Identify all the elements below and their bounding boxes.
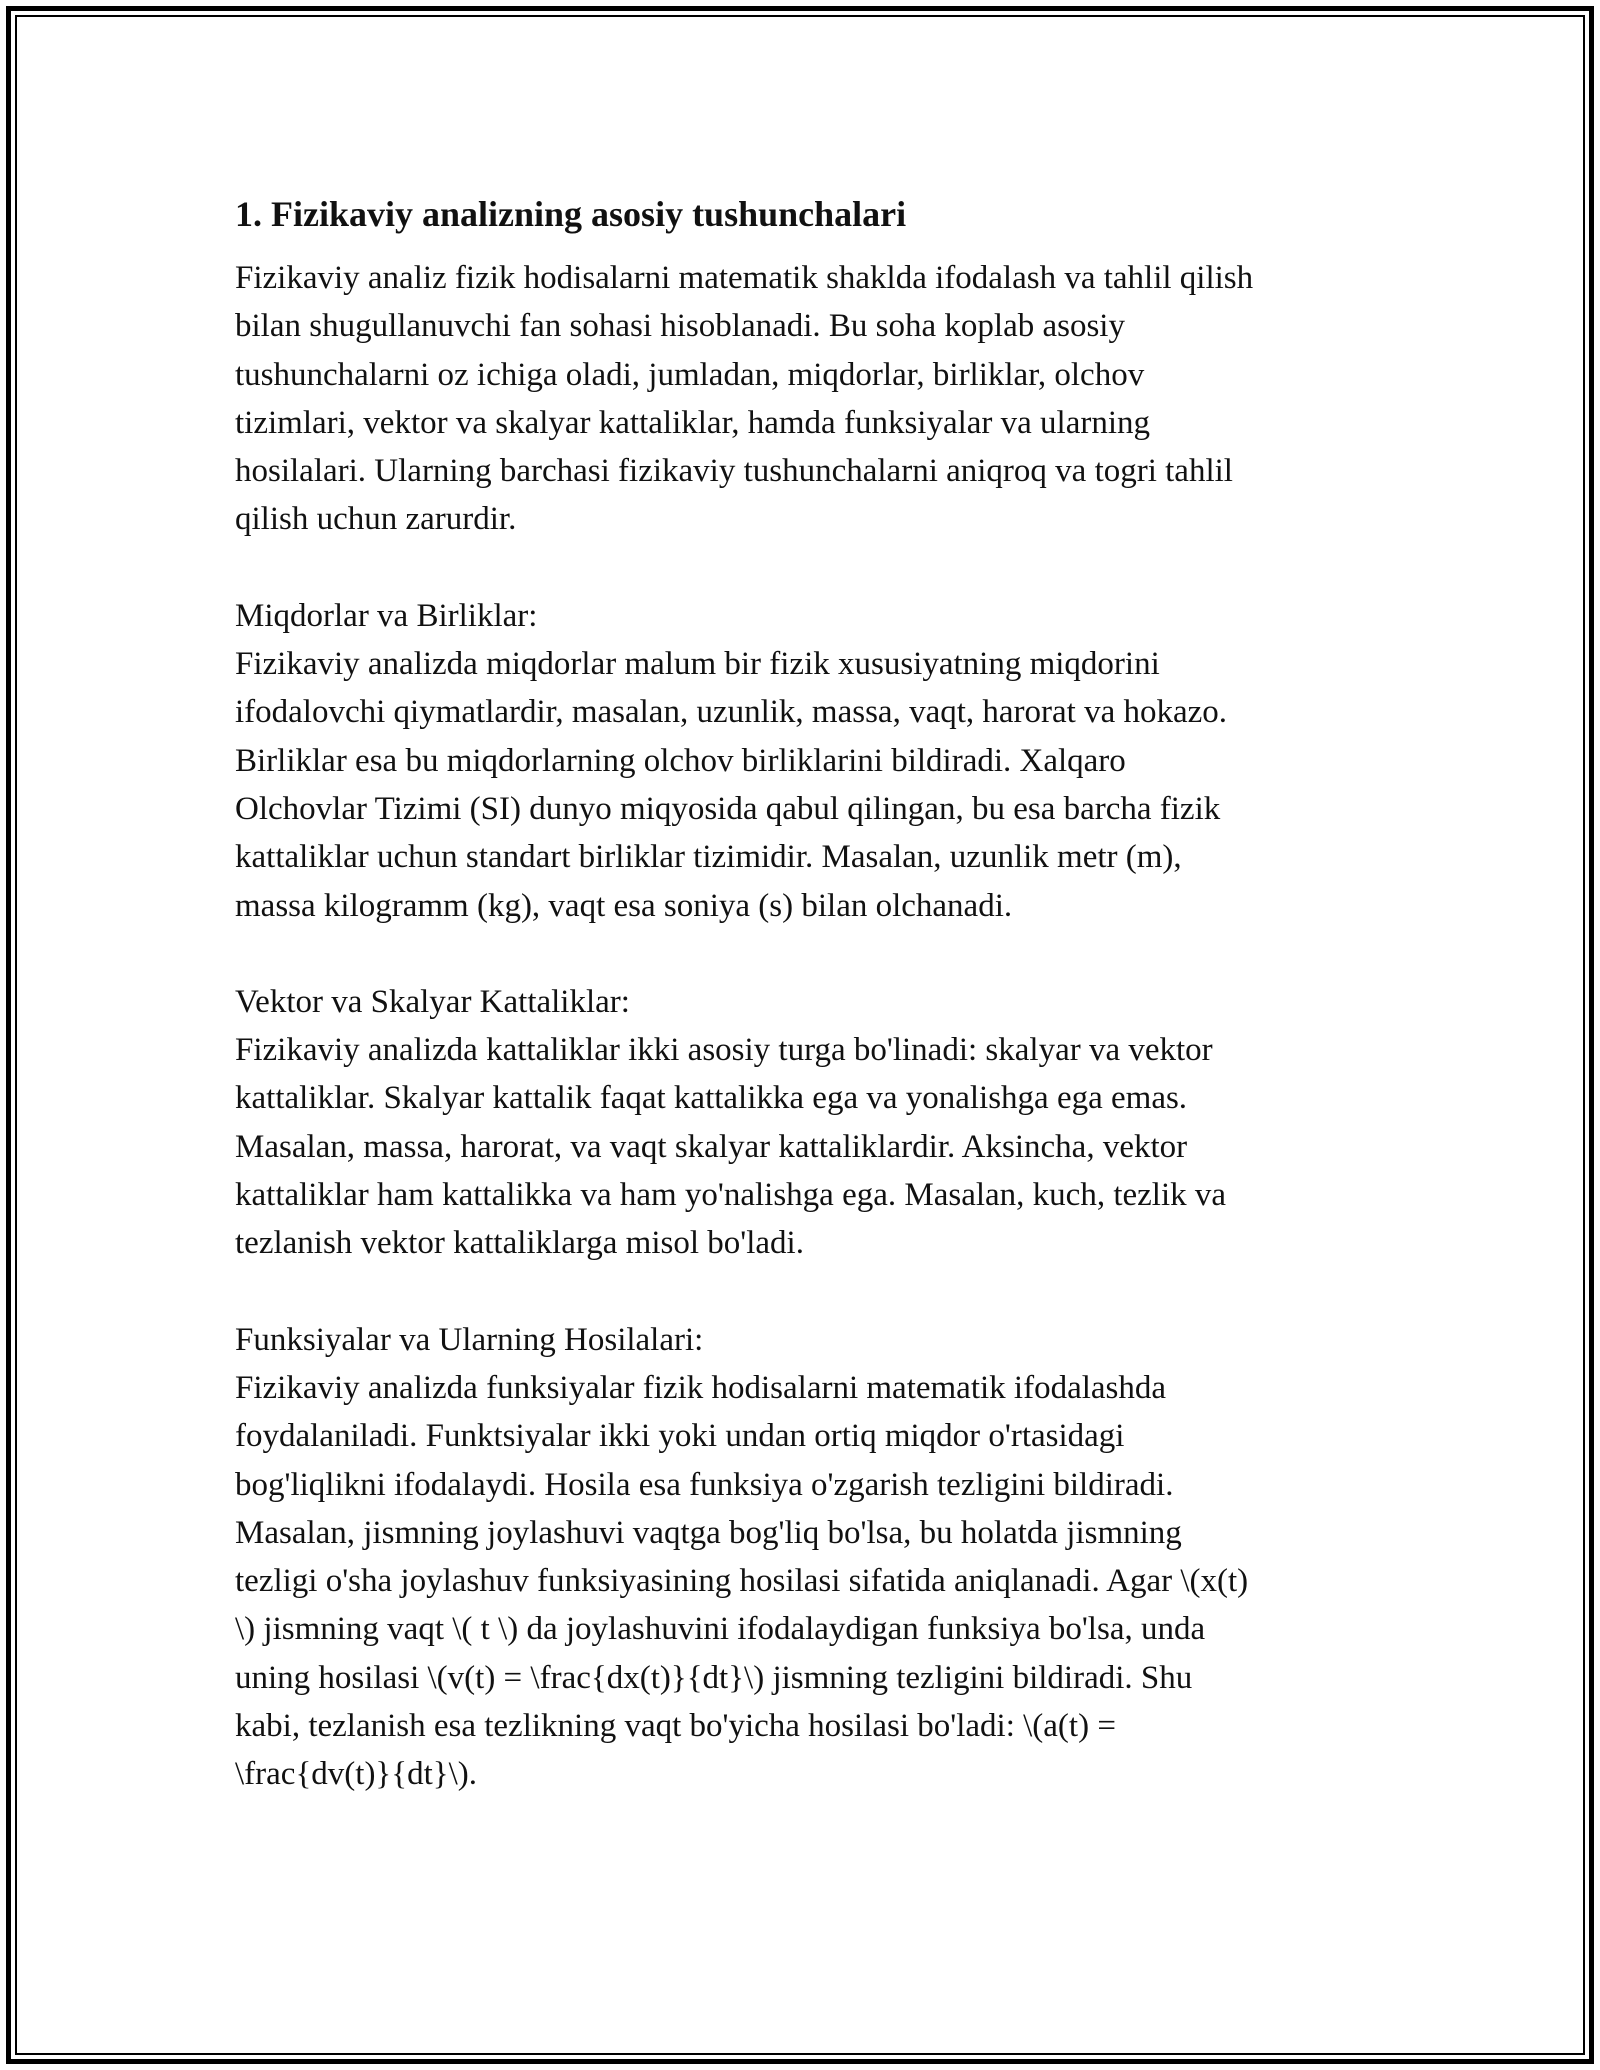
section-spacer	[235, 930, 1395, 978]
section-spacer	[235, 544, 1395, 592]
section-heading-funksiyalar: Funksiyalar va Ularning Hosilalari:	[235, 1321, 704, 1358]
section-heading-miqdorlar: Miqdorlar va Birliklar:	[235, 597, 538, 634]
intro-paragraph: Fizikaviy analiz fizik hodisalarni matematik shaklda ifodalash va tahlil qilish bilan shugullanuvchi fan sohasi hisoblanadi. Bu soha koplab asosiy tushunchalarni oz ichiga oladi, jumladan, miqdorlar, birliklar, olchov tizimlari, vektor va skalyar kattaliklar, hamda funksiyalar va ularning hosilalari. Ularning barchasi fizikaviy tushunchalarni aniqroq va togri tahlil qilish uchun zarurdir.	[235, 260, 1254, 538]
section-spacer	[235, 1268, 1395, 1316]
section-body-miqdorlar: Fizikaviy analizda miqdorlar malum bir fizik xususiyatning miqdorini ifodalovchi qiymatlardir, masalan, uzunlik, massa, vaqt, harorat va hokazo. Birliklar esa bu miqdorlarning olchov birliklarini bildiradi. Xalqaro Olchovlar Tizimi (SI) dunyo miqyosida qabul qilingan, bu esa barcha fizik kattaliklar uchun standart birliklar tizimidir. Masalan, uzunlik metr (m), massa kilogramm (kg), vaqt esa soniya (s) bilan olchanadi.	[235, 646, 1228, 924]
section-body-vektor: Fizikaviy analizda kattaliklar ikki asosiy turga bo'linadi: skalyar va vektor kattaliklar. Skalyar kattalik faqat kattalikka ega va yonalishga ega emas. Masalan, massa, harorat, va vaqt skalyar kattaliklardir. Aksincha, vektor kattaliklar ham kattalikka va ham yo'nalishga ega. Masalan, kuch, tezlik va tezlanish vektor kattaliklarga misol bo'ladi.	[235, 1032, 1227, 1262]
section-body-funksiyalar: Fizikaviy analizda funksiyalar fizik hodisalarni matematik ifodalashda foydalaniladi. Funktsiyalar ikki yoki undan ortiq miqdor o'rtasidagi bog'liqlikni ifodalaydi. Hosila esa funksiya o'zgarish tezligini bildiradi. Masalan, jismning joylashuvi vaqtga bog'liq bo'lsa, bu holatda jismning tezligi o'sha joylashuv funksiyasining hosilasi sifatida aniqlanadi. Agar \(x(t) \) jismning vaqt \( t \) da joylashuvini ifodalaydigan funksiya bo'lsa, unda uning hosilasi \(v(t) = \frac{dx(t)}{dt}\) jismning tezligini bildiradi. Shu kabi, tezlanish esa tezlikning vaqt bo'yicha hosilasi bo'ladi: \(a(t) = \frac{dv(t)}{dt}\).	[235, 1369, 1249, 1793]
document-body	[235, 186, 1395, 1799]
document-title: 1. Fizikaviy analizning asosiy tushunchalari	[235, 194, 907, 234]
section-heading-vektor: Vektor va Skalyar Kattaliklar:	[235, 983, 630, 1020]
